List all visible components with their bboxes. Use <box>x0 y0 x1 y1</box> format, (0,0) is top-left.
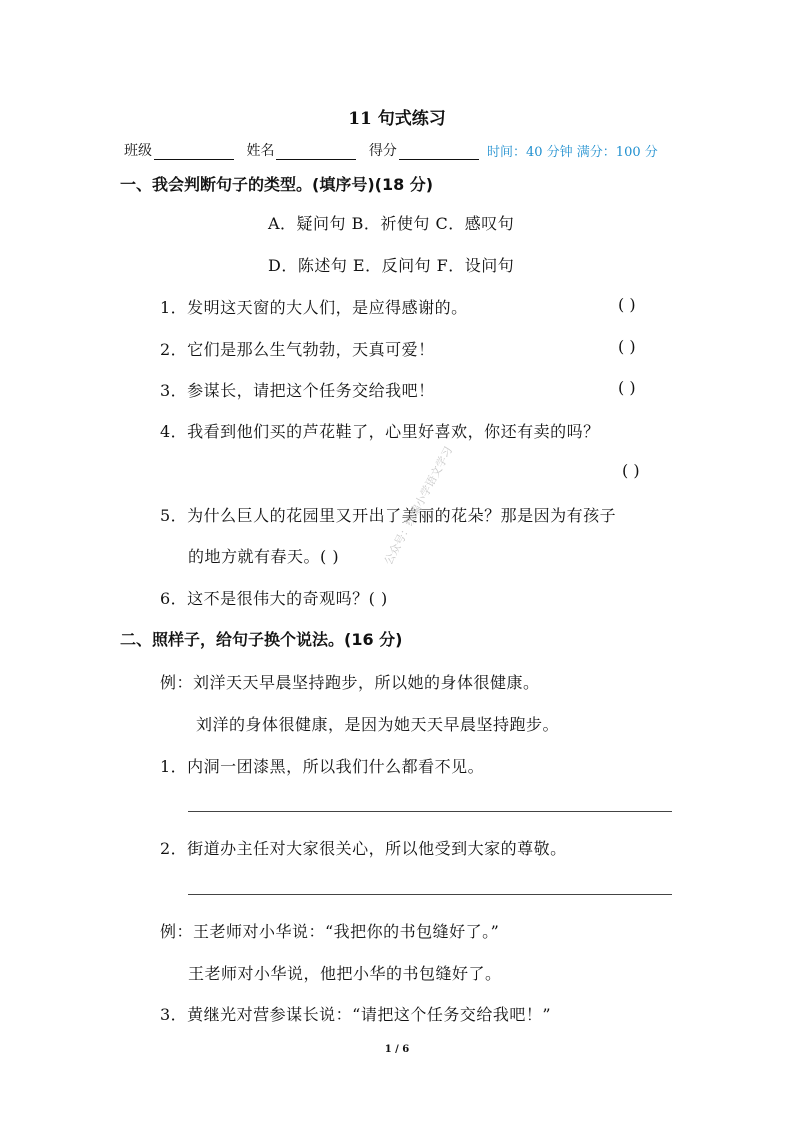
answer-paren-2[interactable]: ( ) <box>618 337 636 356</box>
section2-heading: 二、照样子，给句子换个说法。(16 分) <box>120 630 403 649</box>
question-6[interactable]: 6．这不是很伟大的奇观吗？( ) <box>160 589 388 608</box>
question-1: 1．发明这天窗的大人们，是应得感谢的。 <box>160 298 468 317</box>
page-number: 1 / 6 <box>384 1044 410 1055</box>
name-label: 姓名 <box>246 143 275 159</box>
student-info-row <box>124 140 487 160</box>
answer-paren-1[interactable]: ( ) <box>618 295 636 314</box>
class-blank[interactable] <box>154 145 234 160</box>
page-title: 11 句式练习 <box>348 109 446 129</box>
rewrite-item-2: 2．街道办主任对大家很关心，所以他受到大家的尊敬。 <box>160 839 567 858</box>
question-3: 3．参谋长，请把这个任务交给我吧！ <box>160 381 435 400</box>
example-2-question: 例：王老师对小华说：“我把你的书包缝好了。” <box>160 922 500 941</box>
answer-paren-4[interactable]: ( ) <box>622 461 640 480</box>
name-blank[interactable] <box>276 145 356 160</box>
rewrite-item-3: 3．黄继光对营参谋长说：“请把这个任务交给我吧！” <box>160 1005 552 1024</box>
watermark: 公众号：统编小学语文学习 <box>381 444 456 568</box>
time-score-info: 时间：40 分钟 满分：100 分 <box>487 145 658 160</box>
rewrite-item-1: 1．内洞一团漆黑，所以我们什么都看不见。 <box>160 757 485 776</box>
example-2-answer: 王老师对小华说，他把小华的书包缝好了。 <box>188 964 502 983</box>
example-1-question: 例：刘洋天天早晨坚持跑步，所以她的身体很健康。 <box>160 673 540 692</box>
question-2: 2．它们是那么生气勃勃，天真可爱！ <box>160 340 435 359</box>
answer-line-2[interactable] <box>188 894 672 895</box>
section1-heading: 一、我会判断句子的类型。(填序号)(18 分) <box>120 175 434 194</box>
example-1-answer: 刘洋的身体很健康，是因为她天天早晨坚持跑步。 <box>196 715 560 734</box>
options-row-2: D．陈述句 E．反问句 F．设问句 <box>268 256 515 275</box>
options-row-1: A．疑问句 B．祈使句 C．感叹句 <box>268 214 515 233</box>
score-label: 得分 <box>368 143 397 159</box>
score-blank[interactable] <box>399 145 479 160</box>
answer-line-1[interactable] <box>188 811 672 812</box>
question-5-line1: 5．为什么巨人的花园里又开出了美丽的花朵？那是因为有孩子 <box>160 506 617 525</box>
class-label: 班级 <box>124 143 152 159</box>
question-5-line2[interactable]: 的地方就有春天。( ) <box>188 547 340 566</box>
question-4: 4．我看到他们买的芦花鞋了，心里好喜欢，你还有卖的吗？ <box>160 422 600 441</box>
answer-paren-3[interactable]: ( ) <box>618 378 636 397</box>
